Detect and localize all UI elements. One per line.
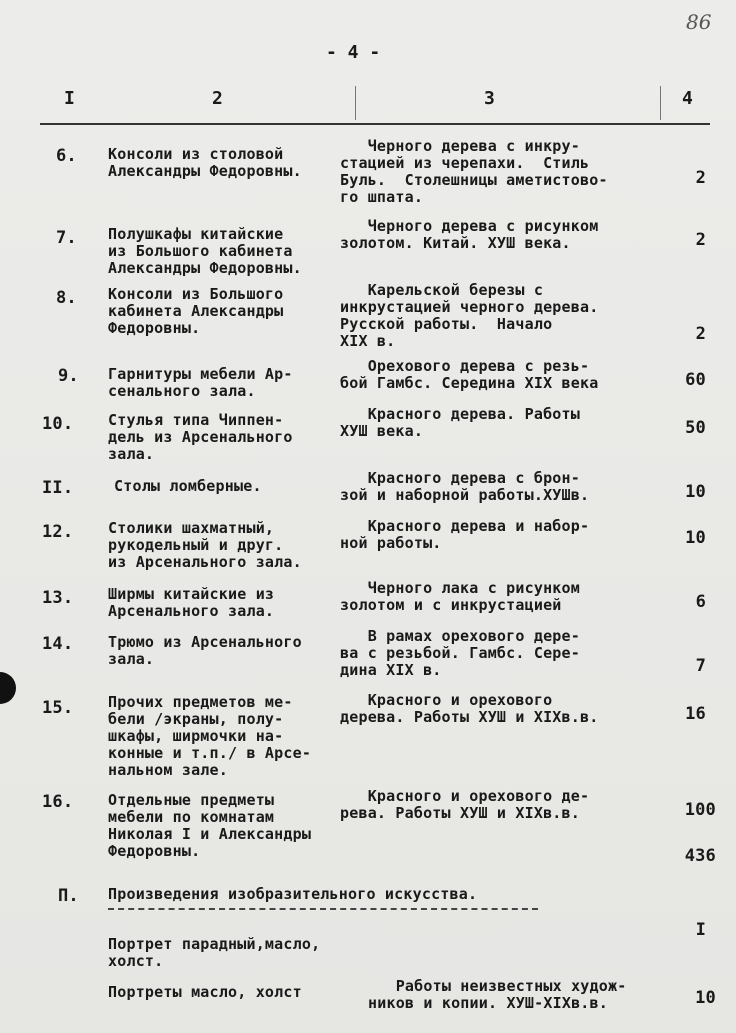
row-number: 12. [42,522,74,542]
column-separator [660,86,661,120]
row-number: II. [42,478,74,498]
page-number: - 4 - [326,42,381,63]
column-header-2: 2 [212,88,223,109]
item-name: Трюмо из Арсенального зала. [108,633,302,668]
item-quantity: I [695,920,706,940]
item-quantity: 60 [685,370,706,390]
item-name: Отдельные предметы мебели по комнатам Николая I и Александры Федоровны. [108,791,312,860]
archive-folio-number: 86 [686,10,712,34]
row-number: 7. [56,228,77,248]
item-quantity: 10 [685,528,706,548]
item-name: Консоли из столовой Александры Федоровны. [108,145,302,180]
section-underline [108,908,538,910]
item-quantity: 10 [685,482,706,502]
item-quantity: 10 [695,988,716,1008]
item-description: Красного дерева. Работы ХУШ века. [340,405,580,440]
row-number: 13. [42,588,74,608]
item-quantity: 2 [695,168,706,188]
item-name: Гарнитуры мебели Ар- сенального зала. [108,365,293,400]
item-description: Карельской березы с инкрустацией черного дерева. Русской работы. Начало XIX в. [340,281,599,350]
item-quantity: 7 [695,656,706,676]
punch-hole [0,672,16,704]
section-number: П. [58,886,79,906]
item-name: Стулья типа Чиппен- дель из Арсенального зала. [108,411,293,463]
row-number: 14. [42,634,74,654]
item-description: Работы неизвестных худож- ников и копии. ХУШ-XIXв.в. [368,977,627,1012]
column-separator [355,86,356,120]
item-name: Портрет парадный,масло, холст. [108,935,321,970]
item-quantity: 2 [695,230,706,250]
row-number: 10. [42,414,74,434]
row-number: 16. [42,792,74,812]
item-name: Портреты масло, холст [108,983,302,1001]
item-description: Красного и орехового дерева. Работы ХУШ и XIXв.в. [340,691,599,726]
column-header-3: 3 [484,88,495,109]
item-quantity: 6 [695,592,706,612]
column-header-4: 4 [682,88,693,109]
item-name: Консоли из Большого кабинета Александры Федоровны. [108,285,284,337]
item-name: Прочих предметов ме- бели /экраны, полу- шкафы, ширмочки на- конные и т.п./ в Арсе- нальном зале. [108,693,312,779]
item-description: Черного дерева с рисунком золотом. Китай. ХУШ века. [340,217,599,252]
item-name: Ширмы китайские из Арсенального зала. [108,585,275,620]
item-name: Столики шахматный, рукодельный и друг. из Арсенального зала. [108,519,302,571]
row-number: 15. [42,698,74,718]
item-description: Орехового дерева с резь- бой Гамбс. Середина XIX века [340,357,599,392]
row-number: 9. [58,366,79,386]
item-description: Красного дерева и набор- ной работы. [340,517,590,552]
row-number: 8. [56,288,77,308]
item-quantity: 100 [684,800,716,820]
header-rule [40,123,710,125]
item-description: Красного и орехового де- рева. Работы ХУШ и XIXв.в. [340,787,590,822]
item-name: Столы ломберные. [114,477,262,495]
item-description: Черного дерева с инкру- стацией из черепахи. Стиль Буль. Столешницы аметистово- го шпата. [340,137,608,206]
item-description: В рамах орехового дере- ва с резьбой. Гамбс. Сере- дина XIX в. [340,627,580,679]
total-quantity: 436 [684,846,716,866]
item-quantity: 16 [685,704,706,724]
column-header-1: I [64,88,75,109]
section-title: Произведения изобразительного искусства. [108,885,478,903]
item-name: Полушкафы китайские из Большого кабинета Александры Федоровны. [108,225,302,277]
item-quantity: 2 [695,324,706,344]
row-number: 6. [56,146,77,166]
item-description: Красного дерева с брон- зой и наборной работы.ХУШв. [340,469,590,504]
item-description: Черного лака с рисунком золотом и с инкрустацией [340,579,580,614]
item-quantity: 50 [685,418,706,438]
